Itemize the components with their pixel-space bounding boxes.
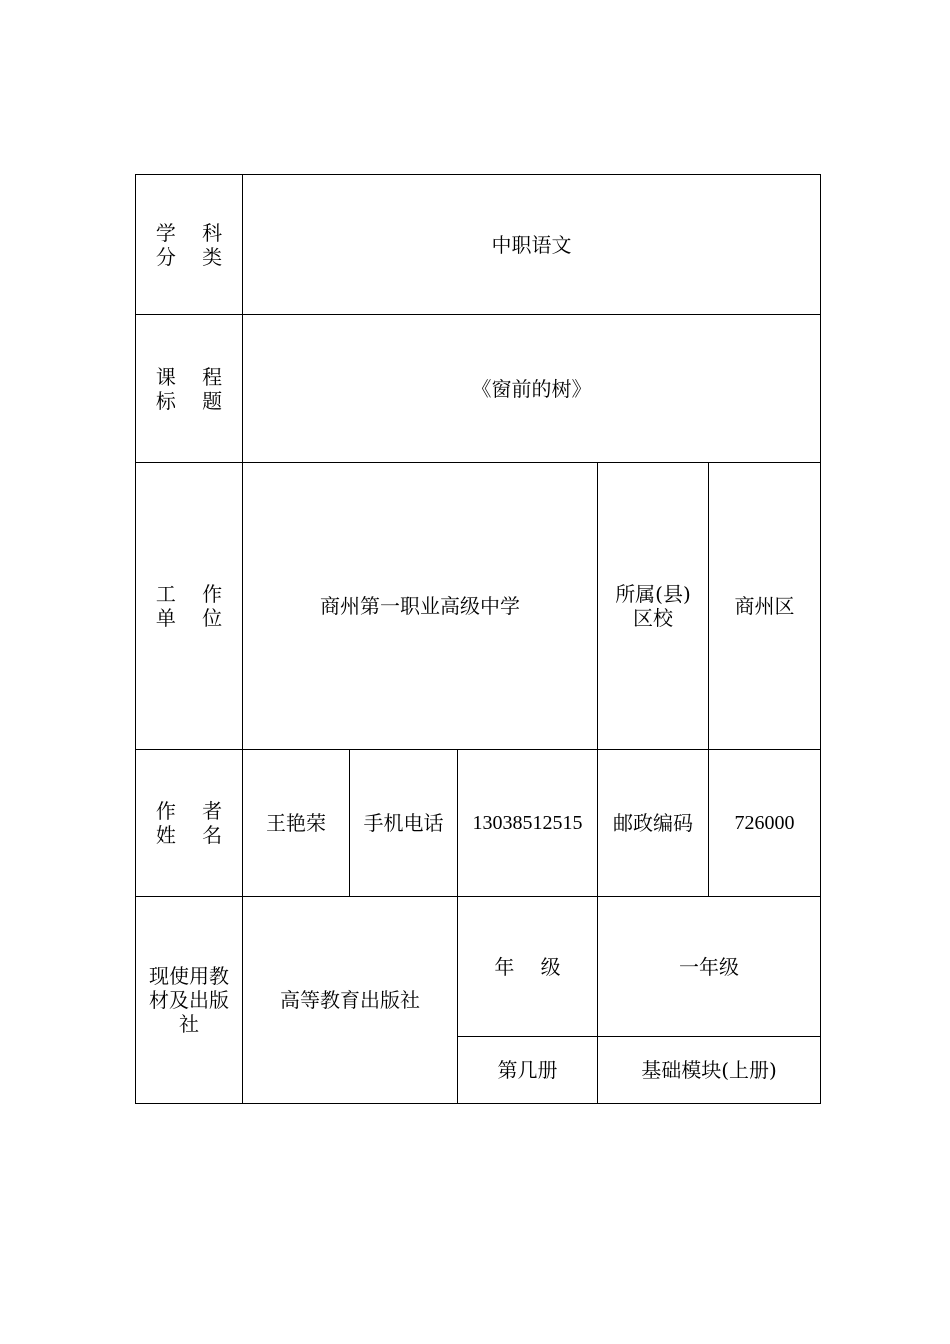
phone-label: 手机电话 <box>350 750 458 897</box>
volume-label: 第几册 <box>458 1037 598 1104</box>
info-form-table <box>135 174 821 1104</box>
textbook-value: 高等教育出版社 <box>243 897 458 1104</box>
phone-value: 13038512515 <box>458 750 598 897</box>
postal-label: 邮政编码 <box>598 750 709 897</box>
row-work-unit <box>136 463 821 750</box>
work-unit-label-cell <box>136 463 243 750</box>
subject-value: 中职语文 <box>243 175 821 315</box>
textbook-label: 现使用教 材及出版 社 <box>136 897 243 1104</box>
course-title-value: 《窗前的树》 <box>243 315 821 463</box>
course-title-label: 课 程 标 题 <box>155 364 233 413</box>
work-unit-value: 商州第一职业高级中学 <box>243 463 598 750</box>
work-unit-label: 工 作 单 位 <box>155 582 233 630</box>
author-label-cell <box>136 750 243 897</box>
author-value: 王艳荣 <box>243 750 350 897</box>
author-label: 作 者 姓 名 <box>155 799 233 847</box>
grade-label: 年 级 <box>458 897 598 1037</box>
district-value: 商州区 <box>709 463 821 750</box>
row-textbook-grade <box>136 897 821 1037</box>
volume-value: 基础模块(上册) <box>598 1037 821 1104</box>
row-subject <box>136 175 821 315</box>
postal-value: 726000 <box>709 750 821 897</box>
row-course-title <box>136 315 821 463</box>
district-label: 所属(县) 区校 <box>598 463 709 750</box>
grade-value: 一年级 <box>598 897 821 1037</box>
subject-label-cell <box>136 175 243 315</box>
subject-label: 学 科 分 类 <box>155 220 233 269</box>
row-author <box>136 750 821 897</box>
course-title-label-cell <box>136 315 243 463</box>
